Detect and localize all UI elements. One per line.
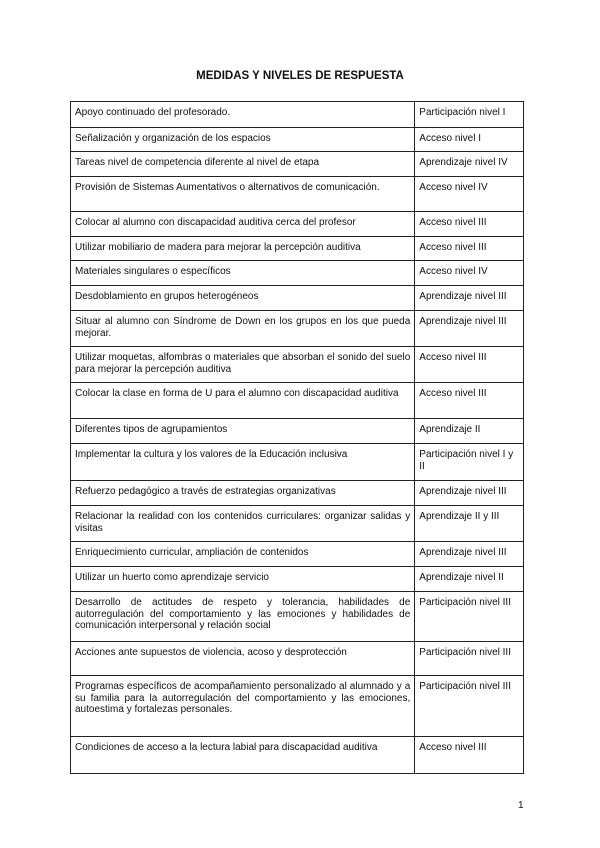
- level-cell: Participación nivel III: [415, 592, 524, 642]
- level-cell: Participación nivel I: [415, 102, 524, 128]
- measure-cell: Colocar la clase en forma de U para el alumno con discapacidad auditiva: [71, 383, 415, 419]
- measure-cell: Materiales singulares o específicos: [71, 261, 415, 286]
- table-row: [71, 237, 524, 261]
- level-cell: Aprendizaje nivel IV: [415, 152, 524, 177]
- measure-cell: Refuerzo pedagógico a través de estrategias organizativas: [71, 481, 415, 506]
- level-cell: Acceso nivel III: [415, 737, 524, 774]
- table-row: [71, 737, 524, 774]
- level-cell: Acceso nivel III: [415, 212, 524, 237]
- table-row: [71, 676, 524, 737]
- measure-cell: Desarrollo de actitudes de respeto y tolerancia, habilidades de autorregulación del comportamiento y las emociones y habilidades de comunicación interpersonal y relación social: [71, 592, 415, 642]
- table-row: [71, 542, 524, 567]
- measure-cell: Desdoblamiento en grupos heterogéneos: [71, 286, 415, 311]
- measure-cell: Enriquecimiento curricular, ampliación de contenidos: [71, 542, 415, 567]
- table-row: [71, 642, 524, 676]
- table-row: [71, 567, 524, 592]
- measure-cell: Apoyo continuado del profesorado.: [71, 102, 415, 128]
- table-row: [71, 128, 524, 152]
- level-cell: Aprendizaje nivel III: [415, 542, 524, 567]
- measure-cell: Señalización y organización de los espacios: [71, 128, 415, 152]
- table-row: [71, 347, 524, 383]
- table-row: [71, 212, 524, 237]
- measure-cell: Diferentes tipos de agrupamientos: [71, 419, 415, 444]
- table-row: [71, 481, 524, 506]
- measure-cell: Utilizar moquetas, alfombras o materiales que absorban el sonido del suelo para mejorar la percepción auditiva: [71, 347, 415, 383]
- table-row: [71, 261, 524, 286]
- table-row: [71, 506, 524, 542]
- table-row: [71, 383, 524, 419]
- measure-cell: Situar al alumno con Síndrome de Down en los grupos en los que pueda mejorar.: [71, 311, 415, 347]
- measure-cell: Acciones ante supuestos de violencia, acoso y desprotección: [71, 642, 415, 676]
- measure-cell: Implementar la cultura y los valores de la Educación inclusiva: [71, 444, 415, 481]
- level-cell: Aprendizaje nivel III: [415, 481, 524, 506]
- table-row: [71, 177, 524, 212]
- level-cell: Acceso nivel IV: [415, 261, 524, 286]
- level-cell: Aprendizaje II y III: [415, 506, 524, 542]
- level-cell: Participación nivel III: [415, 642, 524, 676]
- measure-cell: Relacionar la realidad con los contenidos curriculares: organizar salidas y visitas: [71, 506, 415, 542]
- level-cell: Acceso nivel I: [415, 128, 524, 152]
- measure-cell: Provisión de Sistemas Aumentativos o alternativos de comunicación.: [71, 177, 415, 212]
- measure-cell: Utilizar mobiliario de madera para mejorar la percepción auditiva: [71, 237, 415, 261]
- measure-cell: Programas específicos de acompañamiento personalizado al alumnado y a su familia para la autorregulación del comportamiento y las emociones, autoestima y fortalezas personales.: [71, 676, 415, 737]
- measure-cell: Tareas nivel de competencia diferente al nivel de etapa: [71, 152, 415, 177]
- measures-table: [70, 101, 524, 774]
- table-row: [71, 102, 524, 128]
- table-row: [71, 286, 524, 311]
- measure-cell: Condiciones de acceso a la lectura labial para discapacidad auditiva: [71, 737, 415, 774]
- table-row: [71, 311, 524, 347]
- table-row: [71, 152, 524, 177]
- table-row: [71, 444, 524, 481]
- level-cell: Acceso nivel III: [415, 347, 524, 383]
- level-cell: Aprendizaje nivel II: [415, 567, 524, 592]
- level-cell: Participación nivel I y II: [415, 444, 524, 481]
- level-cell: Acceso nivel IV: [415, 177, 524, 212]
- level-cell: Aprendizaje nivel III: [415, 286, 524, 311]
- level-cell: Aprendizaje II: [415, 419, 524, 444]
- level-cell: Acceso nivel III: [415, 237, 524, 261]
- level-cell: Aprendizaje nivel III: [415, 311, 524, 347]
- level-cell: Acceso nivel III: [415, 383, 524, 419]
- table-row: [71, 592, 524, 642]
- measure-cell: Colocar al alumno con discapacidad auditiva cerca del profesor: [71, 212, 415, 237]
- page-title: MEDIDAS Y NIVELES DE RESPUESTA: [196, 70, 404, 82]
- measure-cell: Utilizar un huerto como aprendizaje servicio: [71, 567, 415, 592]
- table-row: [71, 419, 524, 444]
- level-cell: Participación nivel III: [415, 676, 524, 737]
- page-number: 1: [518, 800, 524, 811]
